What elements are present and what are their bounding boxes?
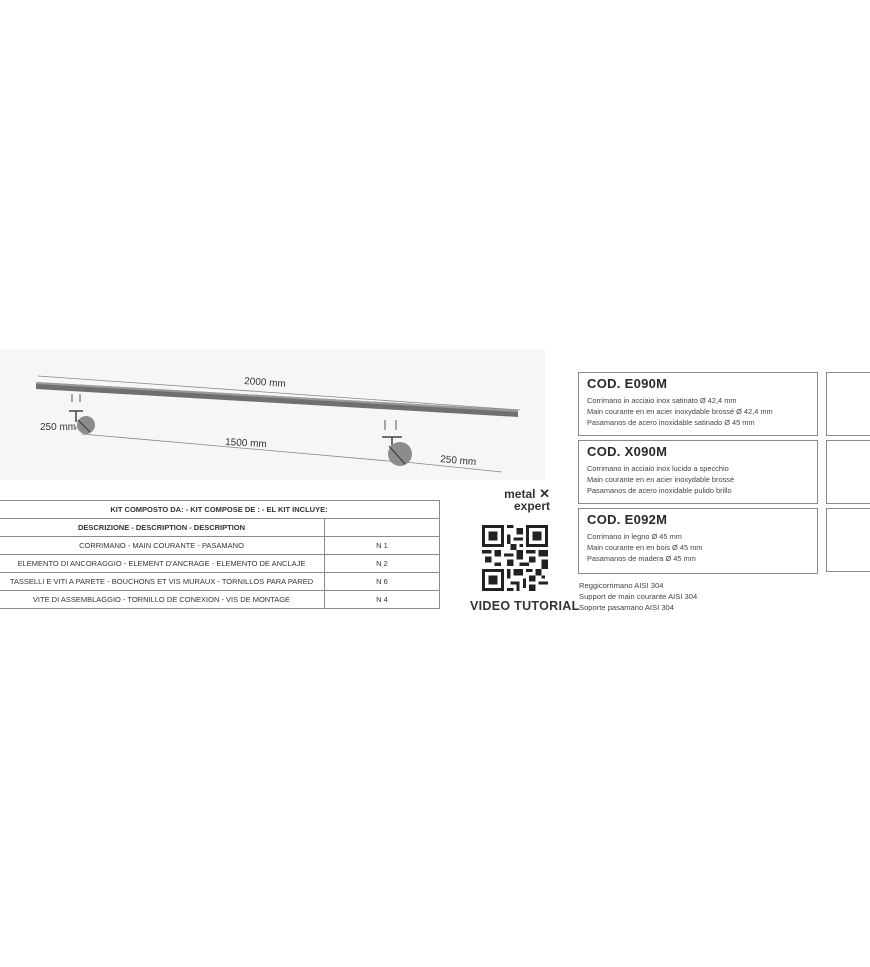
kit-table <box>0 500 440 609</box>
product-box-e092m <box>578 508 818 574</box>
product-desc-line: Main courante en en acier inoxydable brossé <box>587 475 735 484</box>
qr-code-icon[interactable] <box>482 525 548 591</box>
product-desc-line: Pasamanos de acero inoxidable satinado Ø 45 mm <box>587 418 755 427</box>
dim-right-label: 250 mm <box>439 454 477 469</box>
product-code: COD. E090M <box>587 376 668 391</box>
support-line: Reggicorrimano AISI 304 <box>579 581 664 590</box>
kit-row-desc: VITE DI ASSEMBLAGGIO - TORNILLO DE CONEXION - VIS DE MONTAGE <box>0 591 325 609</box>
x-logo-icon: ✕ <box>535 486 550 501</box>
video-tutorial-label[interactable]: VIDEO TUTORIAL <box>470 599 580 613</box>
table-row <box>0 573 440 591</box>
product-image-box <box>826 440 870 504</box>
support-info <box>579 580 697 613</box>
product-desc-line: Pasamanos de acero inoxidable pulido brillo <box>587 486 732 495</box>
kit-title: KIT COMPOSTO DA: - KIT COMPOSE DE : - EL KIT INCLUYE: <box>0 501 440 519</box>
kit-row-desc: TASSELLI E VITI A PARETE - BOUCHONS ET VIS MURAUX - TORNILLOS PARA PARED <box>0 573 325 591</box>
product-desc-line: Corrimano in acciaio inox lucido a specchio <box>587 464 729 473</box>
dim-total-label: 2000 mm <box>243 376 287 390</box>
table-row <box>0 555 440 573</box>
kit-row-desc: CORRIMANO - MAIN COURANTE - PASAMANO <box>0 537 325 555</box>
kit-row-desc: ELEMENTO DI ANCORAGGIO - ELEMENT D'ANCRAGE - ELEMENTO DE ANCLAJE <box>0 555 325 573</box>
table-row <box>0 591 440 609</box>
kit-row-qty: N 2 <box>325 555 440 573</box>
dim-left-label: 250 mm <box>40 422 77 433</box>
product-image-box <box>826 508 870 572</box>
brand-line1: metal <box>504 487 536 501</box>
product-code: COD. E092M <box>587 512 668 527</box>
product-desc-line: Corrimano in legno Ø 45 mm <box>587 532 682 541</box>
kit-title-row <box>0 501 440 519</box>
product-box-e090m <box>578 372 818 436</box>
support-line: Soporte pasamano AISI 304 <box>579 603 674 612</box>
support-line: Support de main courante AISI 304 <box>579 592 698 601</box>
kit-row-qty: N 1 <box>325 537 440 555</box>
brand-line2: expert <box>513 499 550 513</box>
kit-header: DESCRIZIONE - DESCRIPTION - DESCRIPTION <box>0 519 325 537</box>
product-desc-line: Corrimano in acciaio inox satinato Ø 42,4 mm <box>587 396 737 405</box>
handrail-drawing <box>0 350 545 480</box>
brand-logo <box>474 488 550 512</box>
product-desc-line: Main courante en en acier inoxydable brossé Ø 42,4 mm <box>587 407 773 416</box>
product-image-box <box>826 372 870 436</box>
product-code: COD. X090M <box>587 444 668 459</box>
handrail-diagram <box>0 350 545 480</box>
product-desc-line: Main courante en en bois Ø 45 mm <box>587 543 703 552</box>
kit-header-row <box>0 519 440 537</box>
product-desc-line: Pasamanos de madera Ø 45 mm <box>587 554 696 563</box>
product-box-x090m <box>578 440 818 504</box>
right-bracket <box>382 420 412 466</box>
table-row <box>0 537 440 555</box>
dim-middle-label: 1500 mm <box>224 437 268 451</box>
kit-row-qty: N 6 <box>325 573 440 591</box>
kit-row-qty: N 4 <box>325 591 440 609</box>
